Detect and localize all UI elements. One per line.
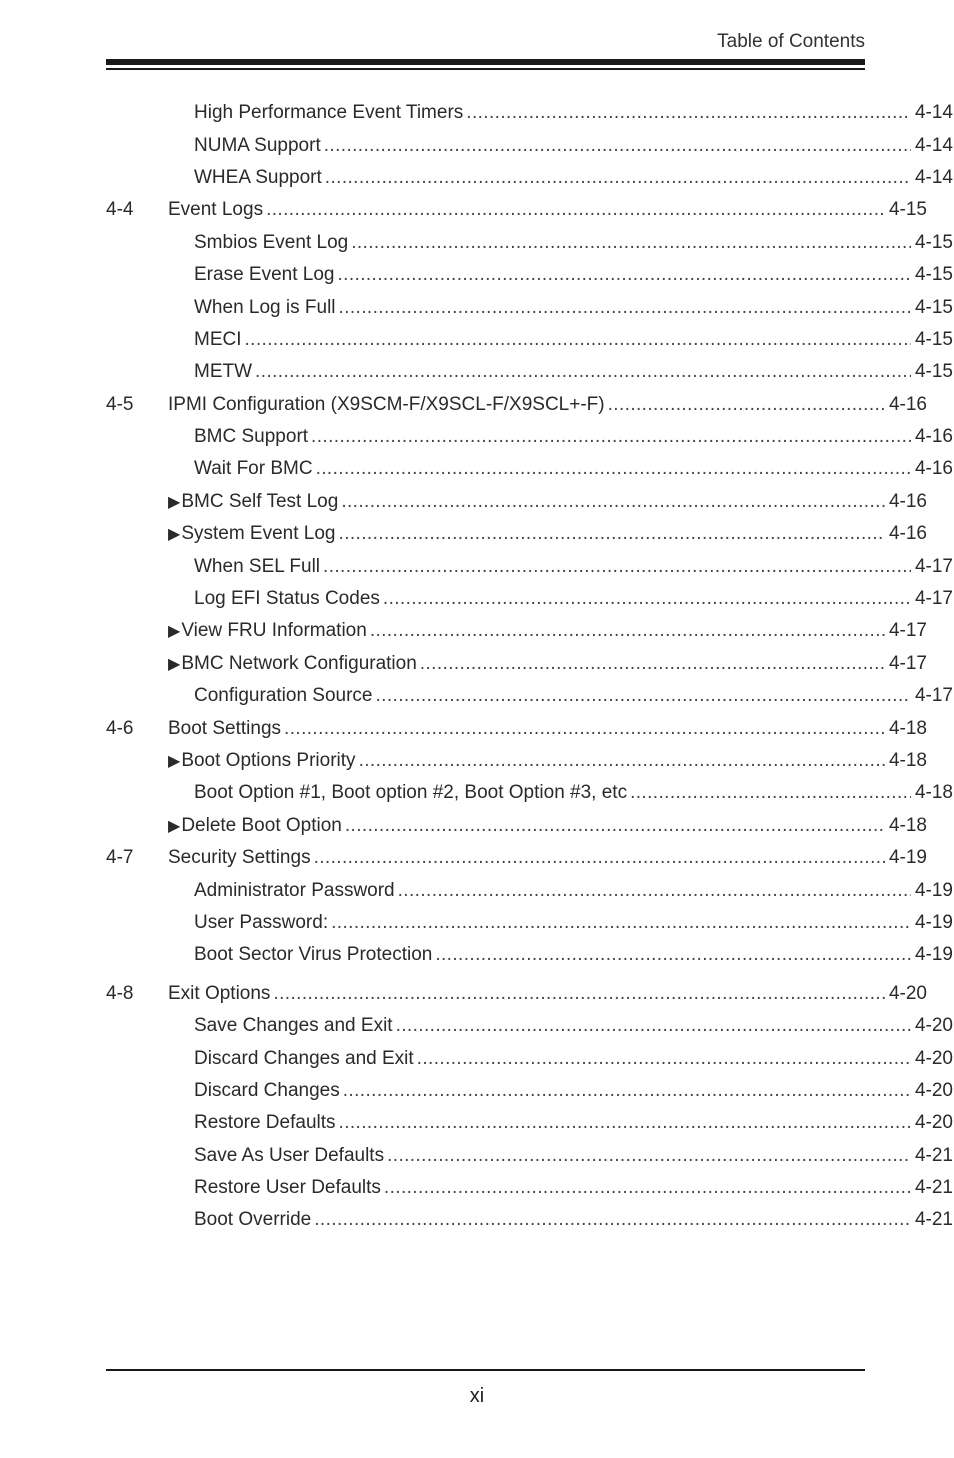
entry-title: User Password: bbox=[194, 911, 329, 933]
entry-title: High Performance Event Timers bbox=[194, 102, 464, 124]
entry-title: Save Changes and Exit bbox=[194, 1015, 393, 1037]
entry-page-number: 4-16 bbox=[888, 490, 927, 512]
dot-leader bbox=[337, 264, 910, 286]
toc-entry-line bbox=[106, 1145, 953, 1167]
entry-title: Boot Settings bbox=[168, 717, 282, 739]
entry-title: Boot Override bbox=[194, 1209, 312, 1231]
dot-leader bbox=[266, 199, 885, 221]
toc-entry[interactable] bbox=[106, 324, 953, 356]
toc-entry[interactable] bbox=[106, 1140, 953, 1172]
toc-entry-line bbox=[106, 102, 953, 124]
dot-leader bbox=[384, 1177, 911, 1199]
dot-leader bbox=[359, 750, 885, 772]
entry-title: Restore User Defaults bbox=[194, 1177, 381, 1199]
toc-entry[interactable] bbox=[106, 1172, 953, 1204]
dot-leader bbox=[273, 983, 885, 1005]
dot-leader bbox=[339, 1112, 911, 1134]
toc-entry[interactable] bbox=[106, 648, 927, 680]
toc-entry[interactable] bbox=[106, 421, 953, 453]
toc-entry-line bbox=[106, 199, 927, 221]
table-of-contents bbox=[106, 97, 953, 1237]
dot-leader bbox=[417, 1048, 911, 1070]
toc-entry[interactable] bbox=[106, 518, 927, 550]
entry-title: Discard Changes bbox=[194, 1079, 340, 1101]
toc-entry[interactable] bbox=[106, 1042, 953, 1074]
toc-entry-line bbox=[106, 458, 953, 480]
toc-entry-line bbox=[106, 394, 927, 416]
toc-entry[interactable] bbox=[106, 453, 953, 485]
entry-page-number: 4-20 bbox=[914, 1015, 953, 1037]
dot-leader bbox=[343, 1080, 911, 1102]
entry-title: Restore Defaults bbox=[194, 1112, 336, 1134]
entry-title: WHEA Support bbox=[194, 166, 322, 188]
triangle-right-icon: ▶ bbox=[168, 493, 181, 511]
entry-page-number: 4-19 bbox=[914, 879, 953, 901]
entry-title: Delete Boot Option bbox=[181, 814, 342, 836]
entry-title: Boot Options Priority bbox=[181, 750, 356, 771]
entry-page-number: 4-17 bbox=[888, 620, 927, 642]
dot-leader bbox=[314, 1209, 911, 1231]
entry-title: METW bbox=[194, 361, 253, 383]
triangle-right-icon: ▶ bbox=[168, 623, 181, 641]
toc-entry-line bbox=[106, 297, 953, 319]
toc-entry-line bbox=[106, 1080, 953, 1102]
toc-entry-line bbox=[106, 685, 953, 707]
toc-entry-line bbox=[106, 1209, 953, 1231]
toc-entry[interactable] bbox=[106, 745, 927, 777]
dot-leader bbox=[398, 880, 911, 902]
toc-entry-line bbox=[106, 588, 953, 610]
triangle-right-icon: ▶ bbox=[168, 655, 181, 673]
header-rule-thick bbox=[106, 59, 865, 65]
entry-page-number: 4-15 bbox=[914, 328, 953, 350]
toc-entry[interactable] bbox=[106, 1204, 953, 1236]
dot-leader bbox=[331, 912, 911, 934]
toc-entry-line bbox=[106, 523, 927, 545]
entry-title: BMC Self Test Log bbox=[181, 490, 339, 512]
toc-entry-line bbox=[106, 232, 953, 254]
toc-entry[interactable] bbox=[106, 356, 953, 388]
entry-title: When Log is Full bbox=[194, 296, 336, 318]
toc-entry[interactable] bbox=[106, 810, 927, 842]
toc-entry[interactable] bbox=[106, 874, 953, 906]
entry-title: Boot Sector Virus Protection bbox=[194, 944, 433, 966]
toc-entry[interactable] bbox=[106, 939, 953, 971]
toc-entry[interactable] bbox=[106, 389, 927, 421]
dot-leader bbox=[245, 329, 911, 351]
dot-leader bbox=[316, 458, 911, 480]
dot-leader bbox=[370, 620, 885, 642]
entry-title: Security Settings bbox=[168, 847, 311, 869]
entry-title: Discard Changes and Exit bbox=[194, 1047, 414, 1069]
entry-page-number: 4-15 bbox=[888, 199, 927, 221]
dot-leader bbox=[396, 1015, 911, 1037]
entry-page-number: 4-14 bbox=[914, 134, 953, 156]
toc-entry[interactable] bbox=[106, 907, 953, 939]
entry-title: Administrator Password bbox=[194, 879, 395, 901]
section-number: 4-4 bbox=[106, 199, 134, 221]
toc-entry[interactable] bbox=[106, 1010, 953, 1042]
dot-leader bbox=[314, 847, 885, 869]
entry-page-number: 4-17 bbox=[888, 652, 927, 674]
toc-entry[interactable] bbox=[106, 259, 953, 291]
toc-entry-line bbox=[106, 264, 953, 286]
entry-page-number: 4-16 bbox=[914, 426, 953, 448]
toc-entry[interactable] bbox=[106, 680, 953, 712]
dot-leader bbox=[325, 167, 911, 189]
entry-page-number: 4-19 bbox=[914, 944, 953, 966]
entry-page-number: 4-17 bbox=[914, 555, 953, 577]
toc-entry-line bbox=[106, 944, 953, 966]
dot-leader bbox=[608, 394, 885, 416]
entry-page-number: 4-21 bbox=[914, 1144, 953, 1166]
entry-page-number: 4-20 bbox=[888, 982, 927, 1004]
triangle-right-icon: ▶ bbox=[168, 526, 181, 544]
toc-entry[interactable] bbox=[106, 615, 927, 647]
section-number: 4-7 bbox=[106, 847, 134, 869]
entry-title: Save As User Defaults bbox=[194, 1144, 385, 1166]
toc-entry-line bbox=[106, 329, 953, 351]
dot-leader bbox=[383, 588, 911, 610]
footer-page-number: xi bbox=[469, 1385, 485, 1407]
entry-title: Wait For BMC bbox=[194, 458, 313, 480]
entry-page-number: 4-14 bbox=[914, 102, 953, 124]
dot-leader bbox=[311, 426, 911, 448]
dot-leader bbox=[420, 653, 885, 675]
entry-title: NUMA Support bbox=[194, 134, 321, 156]
toc-entry[interactable] bbox=[106, 712, 927, 744]
toc-entry[interactable] bbox=[106, 550, 953, 582]
entry-page-number: 4-18 bbox=[888, 717, 927, 739]
entry-page-number: 4-15 bbox=[914, 296, 953, 318]
toc-entry[interactable] bbox=[106, 486, 927, 518]
dot-leader bbox=[376, 685, 911, 707]
toc-entry-line bbox=[106, 750, 927, 772]
entry-page-number: 4-19 bbox=[914, 911, 953, 933]
entry-title: Boot Option #1, Boot option #2, Boot Option #3, etc bbox=[194, 782, 628, 804]
entry-page-number: 4-19 bbox=[888, 847, 927, 869]
toc-entry-line bbox=[106, 1015, 953, 1037]
entry-title: IPMI Configuration (X9SCM-F/X9SCL-F/X9SCL+-F) bbox=[168, 393, 605, 415]
section-number: 4-5 bbox=[106, 393, 134, 415]
toc-entry-line bbox=[106, 167, 953, 189]
toc-entry-line bbox=[106, 620, 927, 642]
entry-page-number: 4-15 bbox=[914, 231, 953, 253]
entry-page-number: 4-21 bbox=[914, 1177, 953, 1199]
toc-entry[interactable] bbox=[106, 162, 953, 194]
dot-leader bbox=[339, 523, 885, 545]
triangle-right-icon: ▶ bbox=[168, 753, 181, 770]
dot-leader bbox=[435, 944, 911, 966]
entry-page-number: 4-21 bbox=[914, 1209, 953, 1231]
toc-entry-line bbox=[106, 135, 953, 157]
entry-title: BMC Support bbox=[194, 426, 309, 448]
entry-page-number: 4-16 bbox=[888, 393, 927, 415]
dot-leader bbox=[323, 556, 911, 578]
toc-entry[interactable] bbox=[106, 842, 927, 874]
toc-entry-line bbox=[106, 1177, 953, 1199]
toc-entry-line bbox=[106, 491, 927, 513]
toc-entry[interactable] bbox=[106, 583, 953, 615]
toc-entry[interactable] bbox=[106, 1075, 953, 1107]
dot-leader bbox=[387, 1145, 911, 1167]
toc-entry[interactable] bbox=[106, 97, 953, 129]
entry-page-number: 4-18 bbox=[888, 814, 927, 836]
entry-page-number: 4-15 bbox=[914, 361, 953, 383]
entry-title: Configuration Source bbox=[194, 685, 373, 707]
section-number: 4-8 bbox=[106, 982, 134, 1004]
toc-entry-line bbox=[106, 426, 953, 448]
entry-page-number: 4-18 bbox=[888, 750, 927, 771]
entry-page-number: 4-16 bbox=[888, 523, 927, 545]
toc-entry[interactable] bbox=[106, 291, 953, 323]
toc-entry[interactable] bbox=[106, 777, 953, 809]
header-rule-thin bbox=[106, 68, 865, 70]
toc-entry[interactable] bbox=[106, 227, 953, 259]
entry-title: Exit Options bbox=[168, 982, 271, 1004]
dot-leader bbox=[339, 297, 911, 319]
toc-entry-line bbox=[106, 880, 953, 902]
toc-entry[interactable] bbox=[106, 1107, 953, 1139]
toc-entry-line bbox=[106, 361, 953, 383]
dot-leader bbox=[630, 782, 911, 804]
toc-entry-line bbox=[106, 653, 927, 675]
toc-entry-line bbox=[106, 983, 927, 1005]
toc-entry-line bbox=[106, 912, 953, 934]
entry-title: Erase Event Log bbox=[194, 264, 335, 286]
toc-entry-line bbox=[106, 847, 927, 869]
toc-entry-line bbox=[106, 782, 953, 804]
dot-leader bbox=[345, 815, 885, 837]
dot-leader bbox=[351, 232, 911, 254]
entry-page-number: 4-16 bbox=[914, 458, 953, 480]
entry-title: BMC Network Configuration bbox=[181, 652, 417, 674]
entry-page-number: 4-14 bbox=[914, 166, 953, 188]
entry-title: System Event Log bbox=[181, 523, 336, 545]
entry-title: When SEL Full bbox=[194, 555, 321, 577]
dot-leader bbox=[255, 361, 911, 383]
toc-entry-line bbox=[106, 1048, 953, 1070]
entry-page-number: 4-17 bbox=[914, 588, 953, 610]
toc-entry[interactable] bbox=[106, 194, 927, 226]
toc-entry-line bbox=[106, 718, 927, 740]
entry-page-number: 4-20 bbox=[914, 1047, 953, 1069]
toc-entry-line bbox=[106, 1112, 953, 1134]
dot-leader bbox=[324, 135, 911, 157]
entry-title: Smbios Event Log bbox=[194, 231, 349, 253]
entry-title: Log EFI Status Codes bbox=[194, 588, 380, 610]
triangle-right-icon: ▶ bbox=[168, 817, 181, 835]
dot-leader bbox=[466, 102, 911, 124]
entry-page-number: 4-15 bbox=[914, 264, 953, 286]
dot-leader bbox=[284, 718, 885, 740]
entry-page-number: 4-18 bbox=[914, 782, 953, 804]
entry-title: View FRU Information bbox=[181, 620, 367, 642]
header-title: Table of Contents bbox=[717, 31, 865, 52]
entry-page-number: 4-20 bbox=[914, 1079, 953, 1101]
toc-entry[interactable] bbox=[106, 978, 927, 1010]
entry-page-number: 4-20 bbox=[914, 1112, 953, 1134]
entry-page-number: 4-17 bbox=[914, 685, 953, 707]
section-number: 4-6 bbox=[106, 717, 134, 739]
toc-entry-line bbox=[106, 815, 927, 837]
dot-leader bbox=[341, 491, 885, 513]
toc-entry-line bbox=[106, 556, 953, 578]
entry-title: MECI bbox=[194, 328, 242, 350]
toc-entry[interactable] bbox=[106, 129, 953, 161]
footer-rule bbox=[106, 1369, 865, 1371]
entry-title: Event Logs bbox=[168, 199, 264, 221]
